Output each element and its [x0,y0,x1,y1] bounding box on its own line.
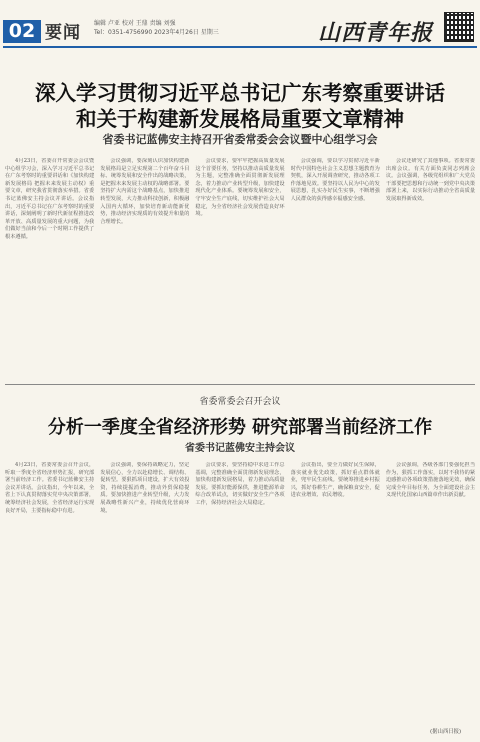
article2-column [100,462,189,724]
article1-column [291,158,380,368]
section-name: 要闻 [45,23,81,43]
article2-column [291,462,380,724]
paragraph: 会议要求，要坚持稳中求进工作总基调，完整准确全面贯彻新发展理念，加快构建新发展格局，着力推动高质量发展。要抓好能源保供，推进能源革命综合改革试点，切实做好安全生产各项工作，保持经济社会大局稳定。 [195,462,285,506]
paragraph: 4月23日，省委召开常委会会议暨中心组学习会，深入学习习近平总书记在广东考察时的重要讲话和《加快构建新发展格局 把握未来发展主动权》重要文章，研究我省贯彻落实举措。省委书记蓝佛安主持会议并讲话。会议指出，习近平总书记在广东考察时的重要讲话，深刻阐明了新时代新征程推进改革开放、高质量发展的重大问题，为我们做好当前和今后一个时期工作提供了根本遵循。 [5,158,95,240]
credits-line-1: 编辑 卢亚 校对 王鼎 责编 刘强 [94,20,176,27]
article1-column [195,158,284,368]
article2-column [5,462,94,724]
qr-code-icon [444,12,474,42]
header-rule [3,46,477,48]
paragraph: 4月23日，省委常委会召开会议，听取一季度全省经济形势汇报，研究部署当前经济工作。省委书记蓝佛安主持会议并讲话。会议指出，今年以来，全省上下认真贯彻落实党中央决策部署，统筹经济社会发展，全省经济运行实现良好开局，主要指标稳中有进。 [5,462,95,514]
byline: (据山西日报) [430,729,462,735]
article2-column [195,462,284,724]
credits-line-2: Tel：0351-4756990 2023年4月26日 星期三 [94,29,219,36]
article1-subtitle: 省委书记蓝佛安主持召开省委常委会会议暨中心组学习会 [102,133,378,146]
article1-body [5,158,475,368]
article1-column [386,158,475,368]
page-number: 02 [3,20,41,43]
article2-body [5,462,475,724]
paragraph: 会议还研究了其他事项。省委常委出席会议。有关方面负责同志列席会议。会议强调，各级党组织和广大党员干部要把思想和行动统一到党中央决策部署上来，以实际行动推动全省高质量发展取得新成效。 [385,158,476,202]
newspaper-masthead: 山西青年报 [318,20,434,46]
article1-column [100,158,189,368]
paragraph: 会议强调，各级各部门要强化担当作为，狠抓工作落实，以时不我待的紧迫感推动各项政策措施落地见效，确保完成全年目标任务，为全面建设社会主义现代化国家山西篇章作出新贡献。 [385,462,476,499]
article1-title-line1: 深入学习贯彻习近平总书记广东考察重要讲话 [35,81,445,105]
article-divider [5,384,475,385]
paragraph: 会议要求，要牢牢把握高质量发展这个首要任务，坚持以推动高质量发展为主题，完整准确全面贯彻新发展理念，着力推动产业转型升级，加快建设现代化产业体系。要统筹发展和安全，守牢安全生产底线，切实维护社会大局稳定，为全省经济社会发展营造良好环境。 [195,158,285,218]
article1-column [5,158,94,368]
article2-kicker: 省委常委会召开会议 [199,397,281,407]
paragraph: 会议强调，要深刻认识加快构建新发展格局是立足实现第二个百年奋斗目标、统筹发展和安全作出的战略决策，是把握未来发展主动权的战略部署。要坚持扩大内需这个战略基点，加快推进转型发展，大力推动科技创新，积极融入国内大循环，加快培育新动能新优势，推动经济实现质的有效提升和量的合理增长。 [100,158,190,225]
article2-title: 分析一季度全省经济形势 研究部署当前经济工作 [47,417,433,438]
article1-title-line2: 和关于构建新发展格局重要文章精神 [76,107,404,131]
page-header [0,0,480,50]
paragraph: 会议指出，要全力做好民生保障，落实就业优先政策，抓好重点群体就业，兜牢民生底线。要统筹推进乡村振兴，抓好春耕生产，确保粮食安全，促进农业增效、农民增收。 [290,462,380,499]
editor-credits [94,19,219,37]
paragraph: 会议强调，要以学习贯彻习近平新时代中国特色社会主义思想主题教育为契机，深入开展调查研究，推动各项工作落地见效。要坚持以人民为中心的发展思想，扎实办好民生实事，不断增强人民群众的获得感幸福感安全感。 [290,158,380,202]
paragraph: 会议强调，要保持战略定力，坚定发展信心，全力以赴稳增长、调结构、促转型。要狠抓项目建设，扩大有效投资，持续提振消费，推动外贸保稳提质。要加快推进产业转型升级，大力发展战略性新兴产业，持续优化营商环境。 [100,462,190,514]
article2-subtitle: 省委书记蓝佛安主持会议 [185,443,295,454]
article2-column [386,462,475,724]
